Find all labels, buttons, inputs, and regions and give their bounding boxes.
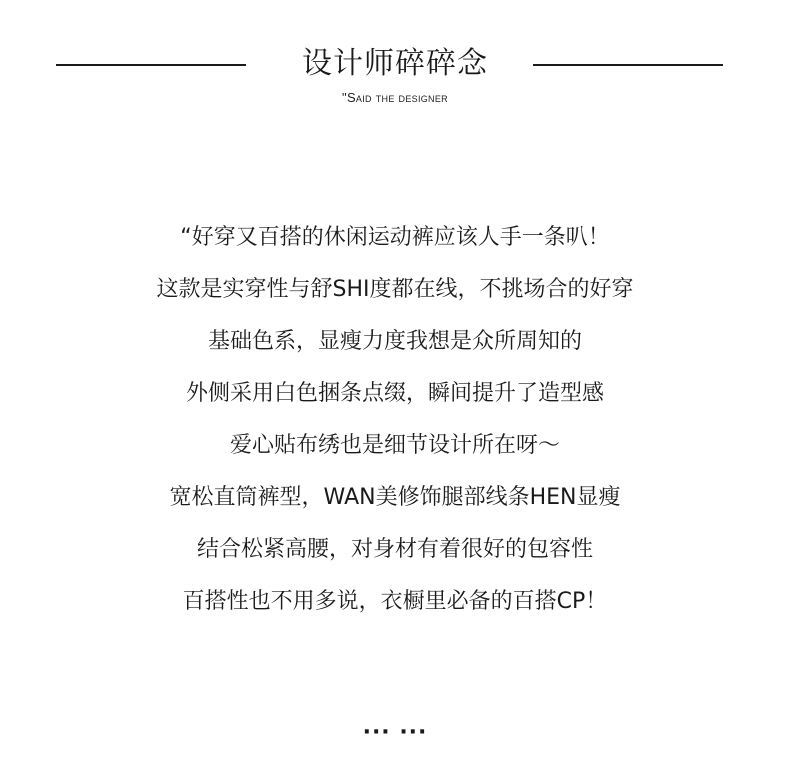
- right-divider-line: [533, 64, 723, 66]
- text-line: 结合松紧高腰，对身材有着很好的包容性: [196, 537, 593, 562]
- text-line: 外侧采用白色捆条点缀，瞬间提升了造型感: [185, 381, 604, 406]
- text-line: 爱心贴布绣也是细节设计所在呀～: [229, 433, 560, 458]
- section-title: 设计师碎碎念: [302, 46, 488, 81]
- section-subtitle: "Said the designer: [342, 90, 448, 105]
- text-line: 这款是实穿性与舒SHI度都在线，不挑场合的好穿: [156, 277, 634, 302]
- text-line: “好穿又百搭的休闲运动裤应该人手一条叭！: [180, 225, 610, 250]
- description-text: [0, 218, 790, 634]
- text-line: 宽松直筒裤型，WAN美修饰腿部线条HEN显瘦: [169, 485, 621, 510]
- header: [0, 0, 790, 120]
- ellipsis-marker: ··· ···: [362, 720, 428, 745]
- text-line: 百搭性也不用多说，衣橱里必备的百搭CP！: [182, 589, 608, 614]
- text-line: 基础色系，显瘦力度我想是众所周知的: [207, 329, 582, 354]
